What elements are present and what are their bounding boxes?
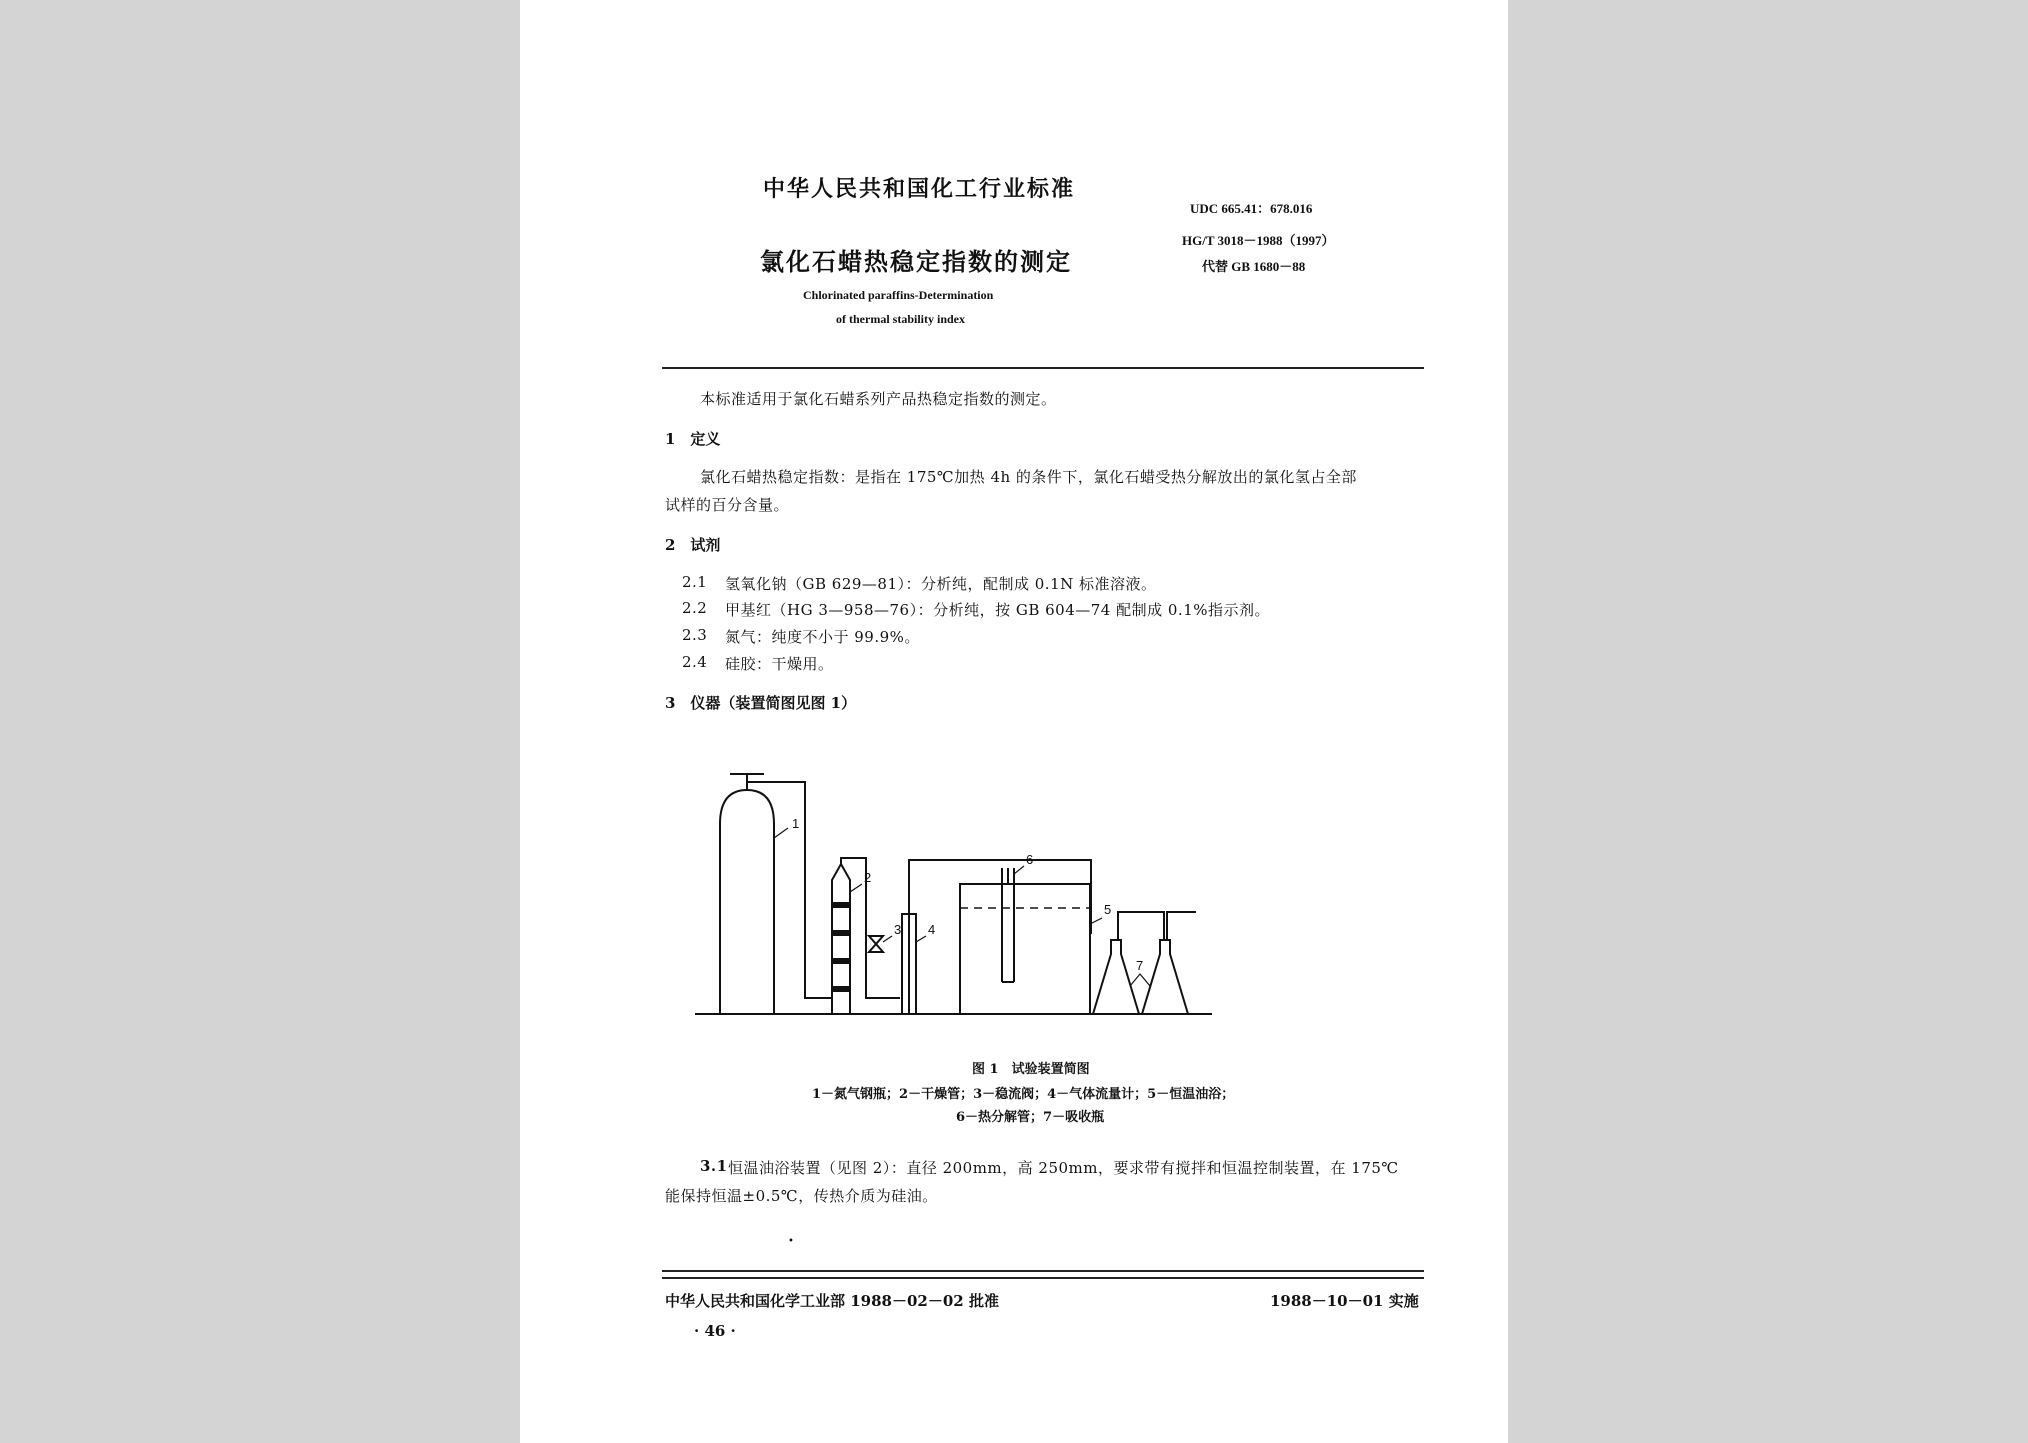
footer-divider-2 [662,1277,1424,1279]
reagent-text: 氮气：纯度不小于 99.9%。 [725,628,920,646]
intro-paragraph: 本标准适用于氯化石蜡系列产品热稳定指数的测定。 [700,390,1057,408]
figure-label-7: 7 [1136,958,1144,973]
section-3-title: 3 仪器（装置简图见图 1） [665,694,857,712]
udc-code: UDC 665.41：678.016 [1190,201,1313,216]
footer-divider-1 [662,1270,1424,1272]
header-divider [662,367,1424,369]
figure-label-5: 5 [1104,902,1112,917]
figure-label-3: 3 [894,922,902,937]
figure-caption: 图 1 试验装置简图 [972,1062,1090,1077]
absorber-connector [1118,912,1164,940]
document-title: 氯化石蜡热稳定指数的测定 [760,247,1072,276]
clause-3-1-text-line2: 能保持恒温±0.5℃，传热介质为硅油。 [665,1187,938,1205]
approval-notice: 中华人民共和国化学工业部 1988－02－02 批准 [665,1292,999,1310]
effective-date: 1988－10－01 实施 [1270,1292,1419,1310]
gas-line-to-dryer [747,782,832,998]
reagent-number: 2.2 [682,599,708,617]
reagent-text: 氢氧化钠（GB 629—81）：分析纯，配制成 0.1N 标准溶液。 [725,575,1157,593]
clause-3-1-text-line1: 恒温油浴装置（见图 2）：直径 200mm，高 250mm，要求带有搅拌和恒温控制装置，在 175℃ [728,1159,1399,1177]
figure-label-1: 1 [792,816,800,831]
section-1-title: 1 定义 [665,430,721,448]
figure-label-4: 4 [928,922,936,937]
figure-label-2: 2 [864,870,872,885]
apparatus-diagram [690,762,1230,1024]
desiccant-fill [833,986,849,992]
reagent-number: 2.4 [682,653,708,671]
section-1-text-line2: 试样的百分含量。 [665,496,790,514]
flow-control-valve [869,936,883,952]
standard-code: HG/T 3018－1988（1997） [1182,233,1335,248]
desiccant-fill [833,930,849,936]
stray-mark: • [788,1236,794,1247]
reagent-text: 硅胶：干燥用。 [725,655,834,673]
clause-3-1-number: 3.1 [700,1157,728,1175]
absorption-flask-1 [1093,940,1139,1014]
section-1-text-line1: 氯化石蜡热稳定指数：是指在 175℃加热 4h 的条件下，氯化石蜡受热分解放出的氯化氢占全部 [700,468,1357,486]
page-number: · 46 · [694,1322,736,1340]
nitrogen-cylinder-body [720,790,774,1014]
desiccant-fill [833,958,849,964]
figure-label-6: 6 [1026,852,1034,867]
reagent-number: 2.3 [682,626,708,644]
reagent-number: 2.1 [682,573,708,591]
oil-bath-vessel [960,884,1090,1014]
absorption-flask-2 [1142,940,1188,1014]
figure-legend-line2: 6－热分解管；7－吸收瓶 [956,1110,1105,1125]
absorber-outlet [1167,912,1196,940]
issuing-organization: 中华人民共和国化工行业标准 [763,176,1076,202]
english-title-line2: of thermal stability index [836,312,965,326]
section-2-title: 2 试剂 [665,536,721,554]
desiccant-fill [833,902,849,908]
document-page [520,0,1508,1443]
figure-legend-line1: 1－氮气钢瓶；2－干燥管；3－稳流阀；4－气体流量计；5－恒温油浴； [812,1087,1235,1102]
english-title-line1: Chlorinated paraffins-Determination [803,288,994,302]
reagent-text: 甲基红（HG 3—958—76）：分析纯，按 GB 604—74 配制成 0.1%指示剂。 [725,601,1270,619]
replaces-standard: 代替 GB 1680－88 [1202,259,1306,274]
